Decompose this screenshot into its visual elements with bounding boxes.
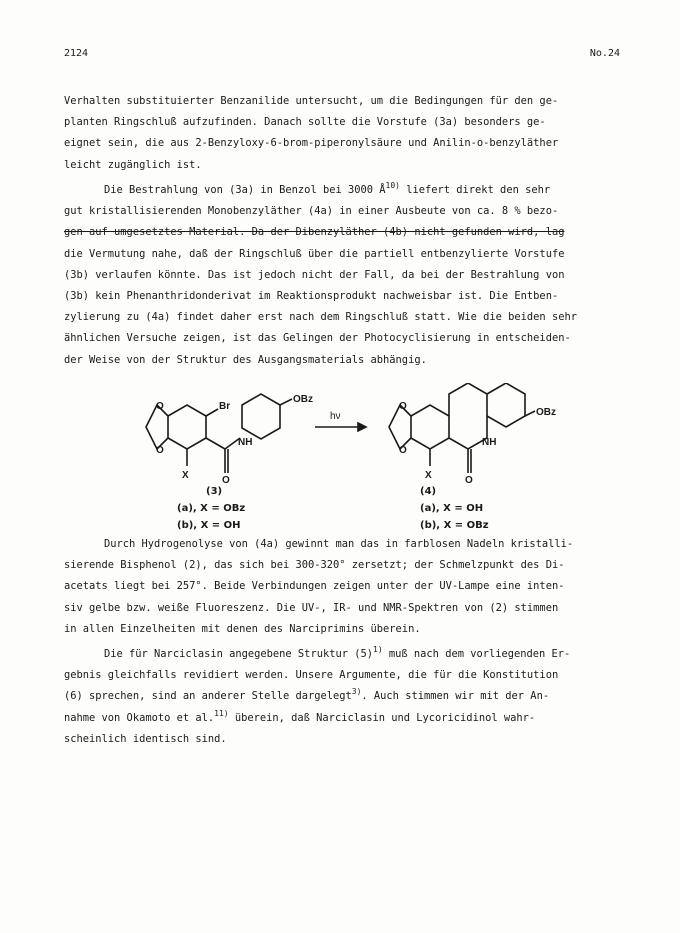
compound-number-3: (3) [206, 486, 223, 497]
bromine-label: Br [219, 401, 231, 412]
amide-bonds-left [206, 438, 240, 473]
text-line: sierende Bisphenol (2), das sich bei 300-320° zersetzt; der Schmelzpunkt des Di- [64, 559, 565, 572]
x-label-left: X [182, 470, 189, 481]
obz-bond-left [280, 399, 292, 405]
compound-4a: (a), X = OH [420, 503, 484, 514]
footnote-ref: 1) [373, 645, 383, 654]
paragraph-1 [64, 91, 620, 176]
x-label-right: X [425, 470, 432, 481]
footnote-ref: 11) [214, 708, 229, 718]
text-line: (3b) verlaufen könnte. Das ist jedoch nicht der Fall, da bei der Bestrahlung von [64, 268, 565, 281]
ring-oxygen: O [156, 401, 164, 412]
text-line: scheinlich identisch sind. [64, 732, 227, 745]
text-line: Die Bestrahlung von (3a) in Benzol bei 3000 $Å^{10)}$ liefert direkt den sehr [104, 181, 551, 196]
journal-issue: No.24 [589, 48, 620, 59]
carbonyl-right [468, 449, 471, 473]
compound-3a: (a), X = OBz [177, 503, 246, 514]
ring-oxygen: O [399, 445, 407, 456]
carbonyl-o-left: O [222, 475, 230, 486]
text-line: ähnlichen Versuche zeigen, ist das Gelingen der Photocyclisierung in entscheiden- [64, 332, 571, 345]
br-bond [206, 409, 218, 416]
text-line: Verhalten substituierter Benzanilide untersucht, um die Bedingungen für den ge- [64, 95, 559, 107]
footnote-ref: 3) [351, 687, 362, 697]
page-number: 2124 [64, 48, 89, 59]
text-line: siv gelbe bzw. weiße Fluoreszenz. Die UV-, IR- und NMR-Spektren von (2) stimmen [64, 601, 559, 614]
obz-label-left: OBz [293, 394, 313, 405]
text-line: (6) sprechen, sind an anderer Stelle dargelegt$^{3)}$. Auch stimmen wir mit der An- [64, 687, 550, 703]
compound-3b: (b), X = OH [177, 520, 241, 531]
text-line: in allen Einzelheiten mit denen des Narciprimins überein. [64, 622, 421, 635]
text-line: gebnis gleichfalls revidiert werden. Unsere Argumente, die für die Konstitution [64, 669, 559, 682]
footnote-ref: 10) [385, 181, 400, 190]
text-line: acetats liegt bei 257°. Beide Verbindungen zeigen unter der UV-Lampe eine inten- [64, 580, 565, 593]
text-line: nahme von Okamoto et al.$^{11)}$ überein, daß Narciclasin und Lycoricidinol wahr- [64, 708, 536, 724]
text-line: (3b) kein Phenanthridonderivat im Reaktionsprodukt nachweisbar ist. Die Entben- [64, 290, 559, 303]
strikethrough-line: gen auf umgesetztes Material. Da der Dibenzyläther (4b) nicht gefunden wird, lag [64, 226, 565, 239]
nh-label-right: NH [482, 437, 497, 448]
benzene-ring-left [168, 405, 206, 449]
text-line: gut kristallisierenden Monobenzyläther (4a) in einer Ausbeute von ca. 8 % bezo- [64, 205, 559, 218]
text-line: Durch Hydrogenolyse von (4a) gewinnt man das in farblosen Nadeln kristalli- [104, 538, 574, 550]
ring-oxygen: O [399, 401, 407, 412]
text-line: zylierung zu (4a) findet daher erst nach dem Ringschluß statt. Wie die beiden sehr [64, 311, 577, 324]
benzene-ring-right [411, 405, 449, 449]
text-line: der Weise von der Struktur des Ausgangsmaterials abhängig. [64, 353, 427, 366]
phenyl-ring-left [242, 394, 280, 439]
text-line: planten Ringschluß aufzufinden. Danach sollte die Vorstufe (3a) besonders ge- [64, 116, 546, 129]
ring-oxygen: O [156, 445, 164, 456]
obz-bond-right [525, 411, 535, 416]
hv-label: hν [330, 411, 341, 422]
reaction-scheme [140, 383, 560, 533]
compound-4b: (b), X = OBz [420, 520, 489, 531]
phenyl-ring-right [487, 383, 525, 427]
text-line: Die für Narciclasin angegebene Struktur $(5)^{1)}$ muß nach dem vorliegenden Er- [104, 645, 571, 660]
text-line: eignet sein, die aus 2-Benzyloxy-6-brom-piperonylsäure und Anilin-o-benzyläther [64, 137, 559, 150]
nh-label-left: NH [238, 437, 253, 448]
compound-number-4: (4) [420, 486, 437, 497]
text-line: die Vermutung nahe, daß der Ringschluß über die partiell entbenzylierte Vorstufe [64, 247, 565, 260]
paragraph-3 [64, 534, 620, 640]
carbonyl-o-right: O [465, 475, 473, 486]
obz-label-right: OBz [536, 407, 556, 418]
paragraph-2 [64, 180, 620, 371]
text-line: leicht zugänglich ist. [64, 158, 202, 171]
paragraph-4 [64, 644, 620, 750]
